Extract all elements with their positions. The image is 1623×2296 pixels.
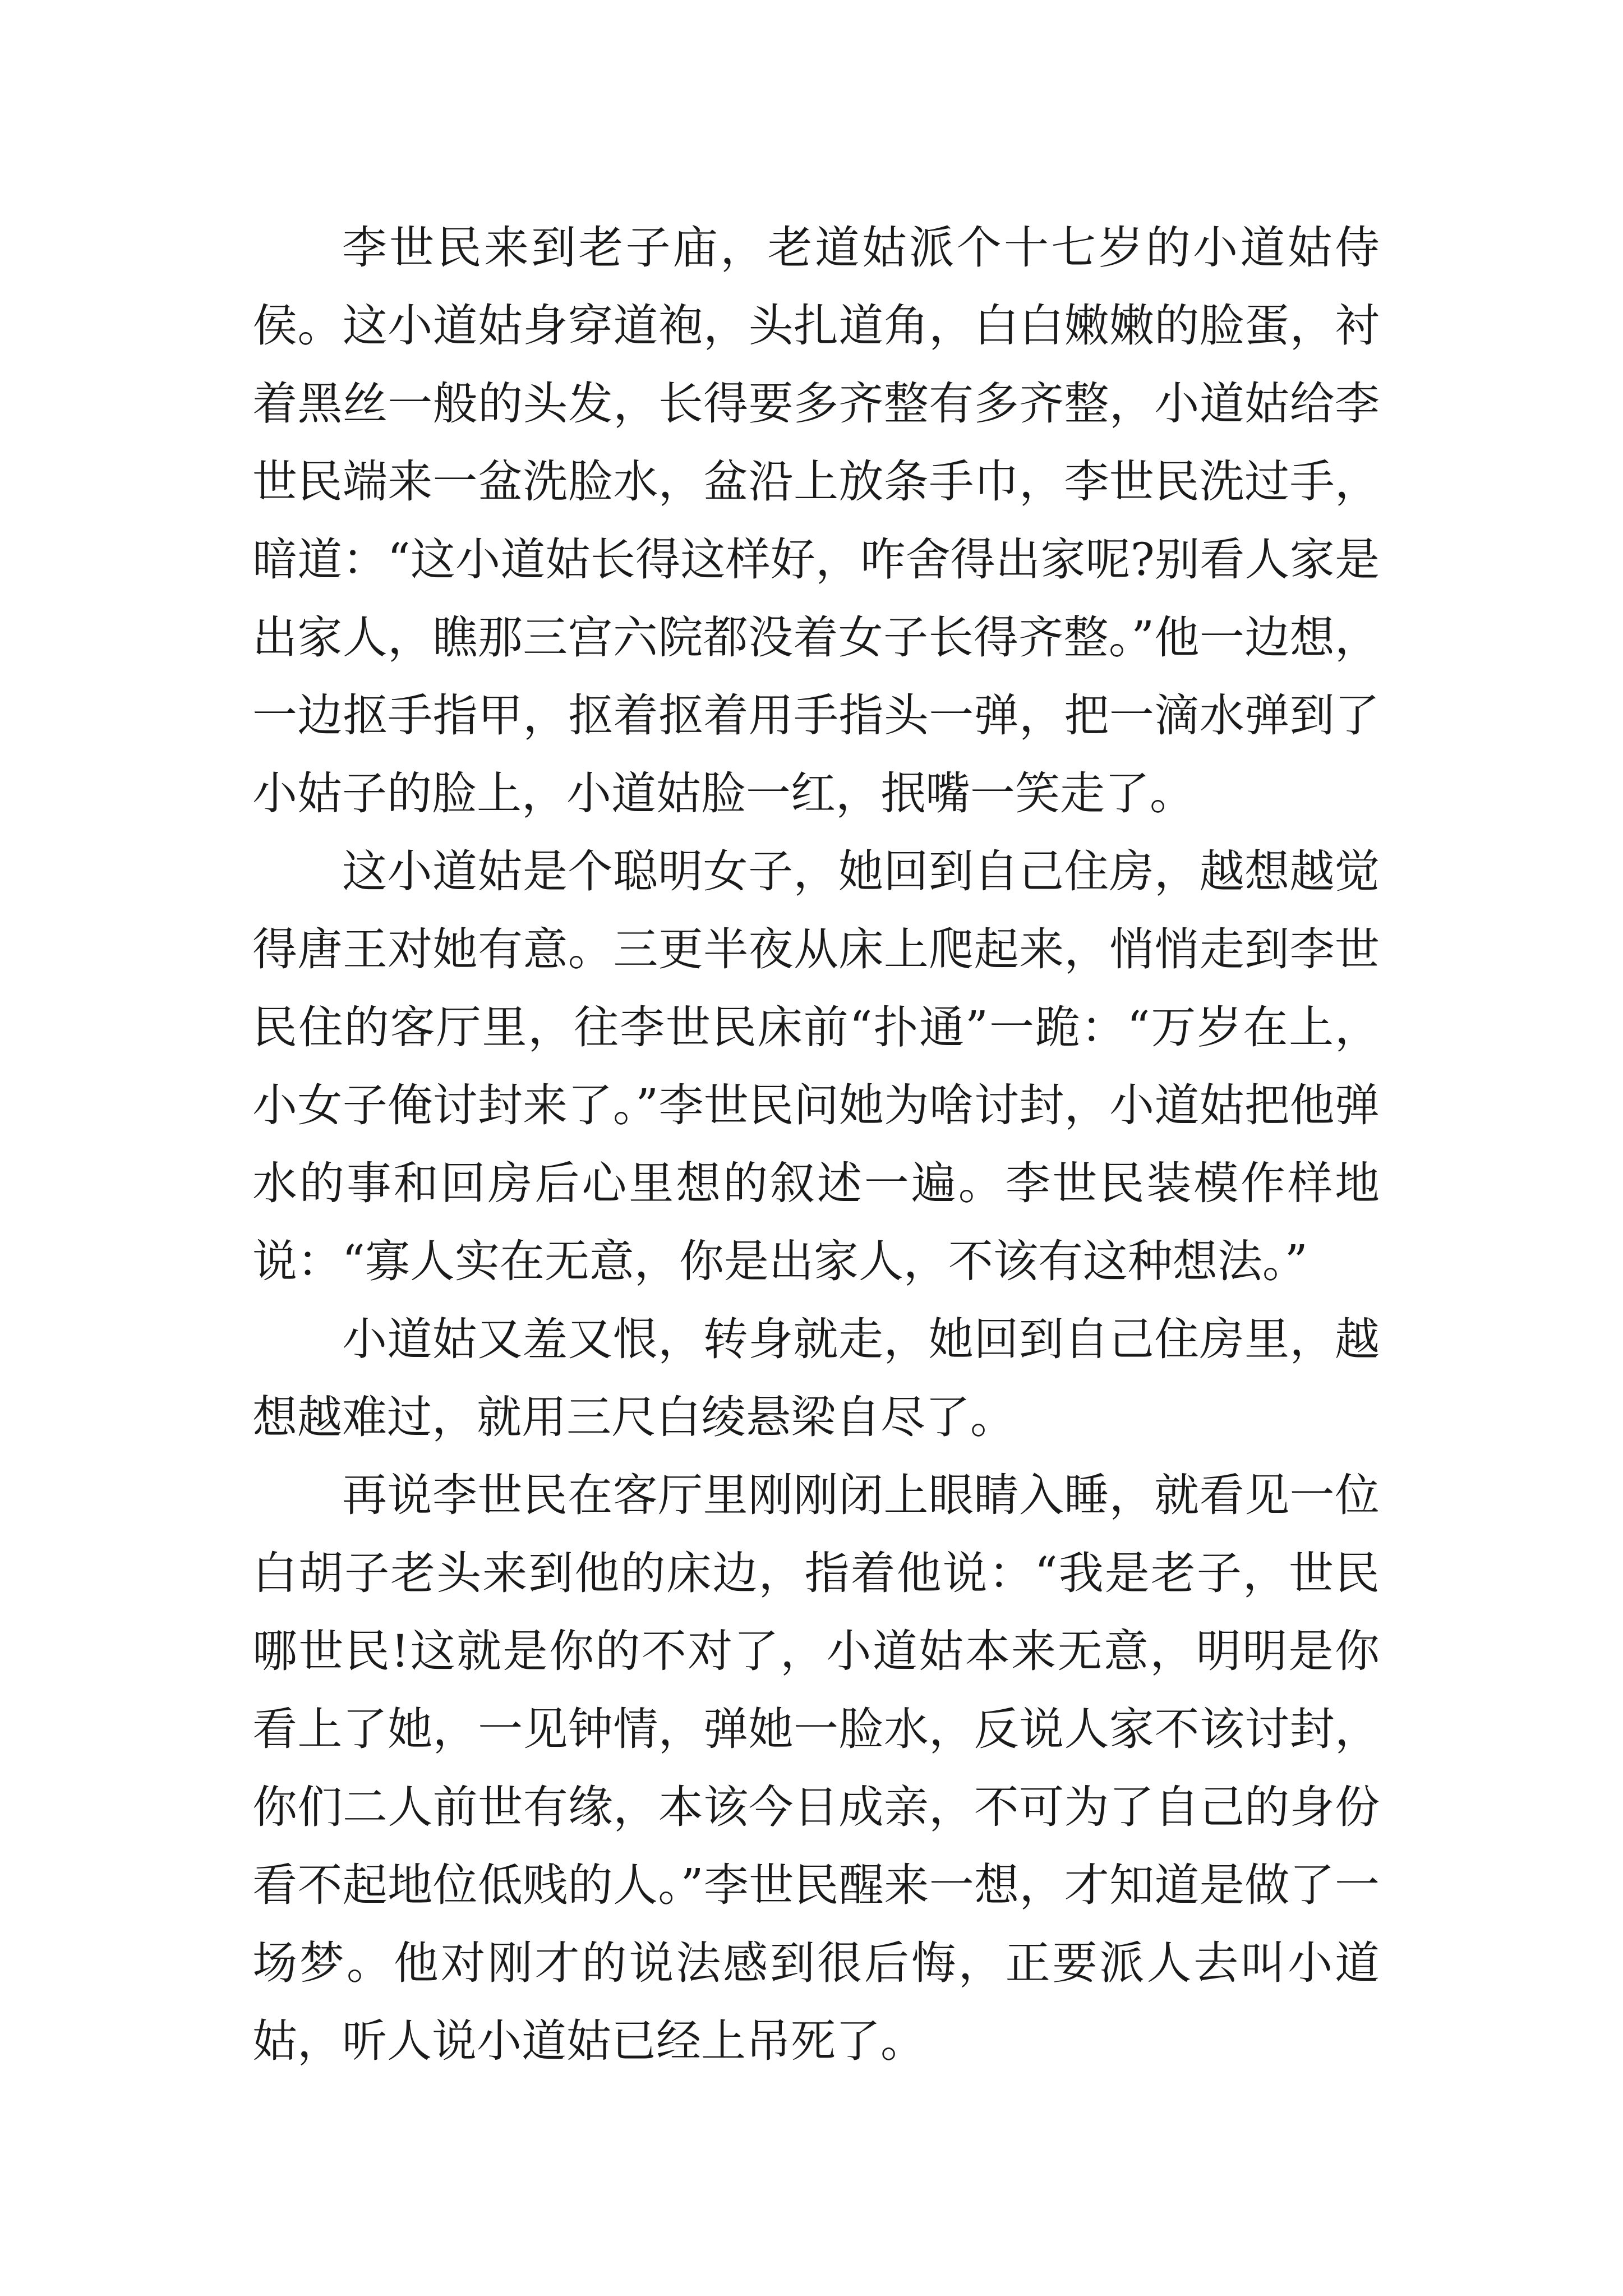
paragraph-1: 李世民来到老子庙，老道姑派个十七岁的小道姑侍侯。这小道姑身穿道袍，头扎道角，白白嫩嫩的脸蛋，衬着黑丝一般的头发，长得要多齐整有多齐整，小道姑给李世民端来一盆洗脸水，盆沿上放条手巾，李世民洗过手，暗道：“这小道姑长得这样好，咋舍得出家呢?别看人家是出家人，瞧那三宫六院都没着女子长得齐整。”他一边想，一边抠手指甲，抠着抠着用手指头一弹，把一滴水弹到了小姑子的脸上，小道姑脸一红，抿嘴一笑走了。 — [252, 222, 1380, 820]
paragraph-3: 小道姑又羞又恨，转身就走，她回到自己住房里，越想越难过，就用三尺白绫悬梁自尽了。 — [252, 1313, 1380, 1443]
paragraph-4: 再说李世民在客厅里刚刚闭上眼睛入睡，就看见一位白胡子老头来到他的床边，指着他说：“我是老子，世民哪世民!这就是你的不对了，小道姑本来无意，明明是你看上了她，一见钟情，弹她一脸水，反说人家不该讨封，你们二人前世有缘，本该今日成亲，不可为了自己的身份看不起地位低贱的人。”李世民醒来一想，才知道是做了一场梦。他对刚才的说法感到很后悔，正要派人去叫小道姑，听人说小道姑已经上吊死了。 — [252, 1469, 1380, 2067]
paragraph-2: 这小道姑是个聪明女子，她回到自己住房，越想越觉得唐王对她有意。三更半夜从床上爬起来，悄悄走到李世民住的客厅里，往李世民床前“扑通”一跪：“万岁在上，小女子俺讨封来了。”李世民问她为啥讨封，小道姑把他弹水的事和回房后心里想的叙述一遍。李世民装模作样地说：“寡人实在无意，你是出家人，不该有这种想法。” — [252, 845, 1380, 1287]
body-text — [252, 209, 1380, 2080]
